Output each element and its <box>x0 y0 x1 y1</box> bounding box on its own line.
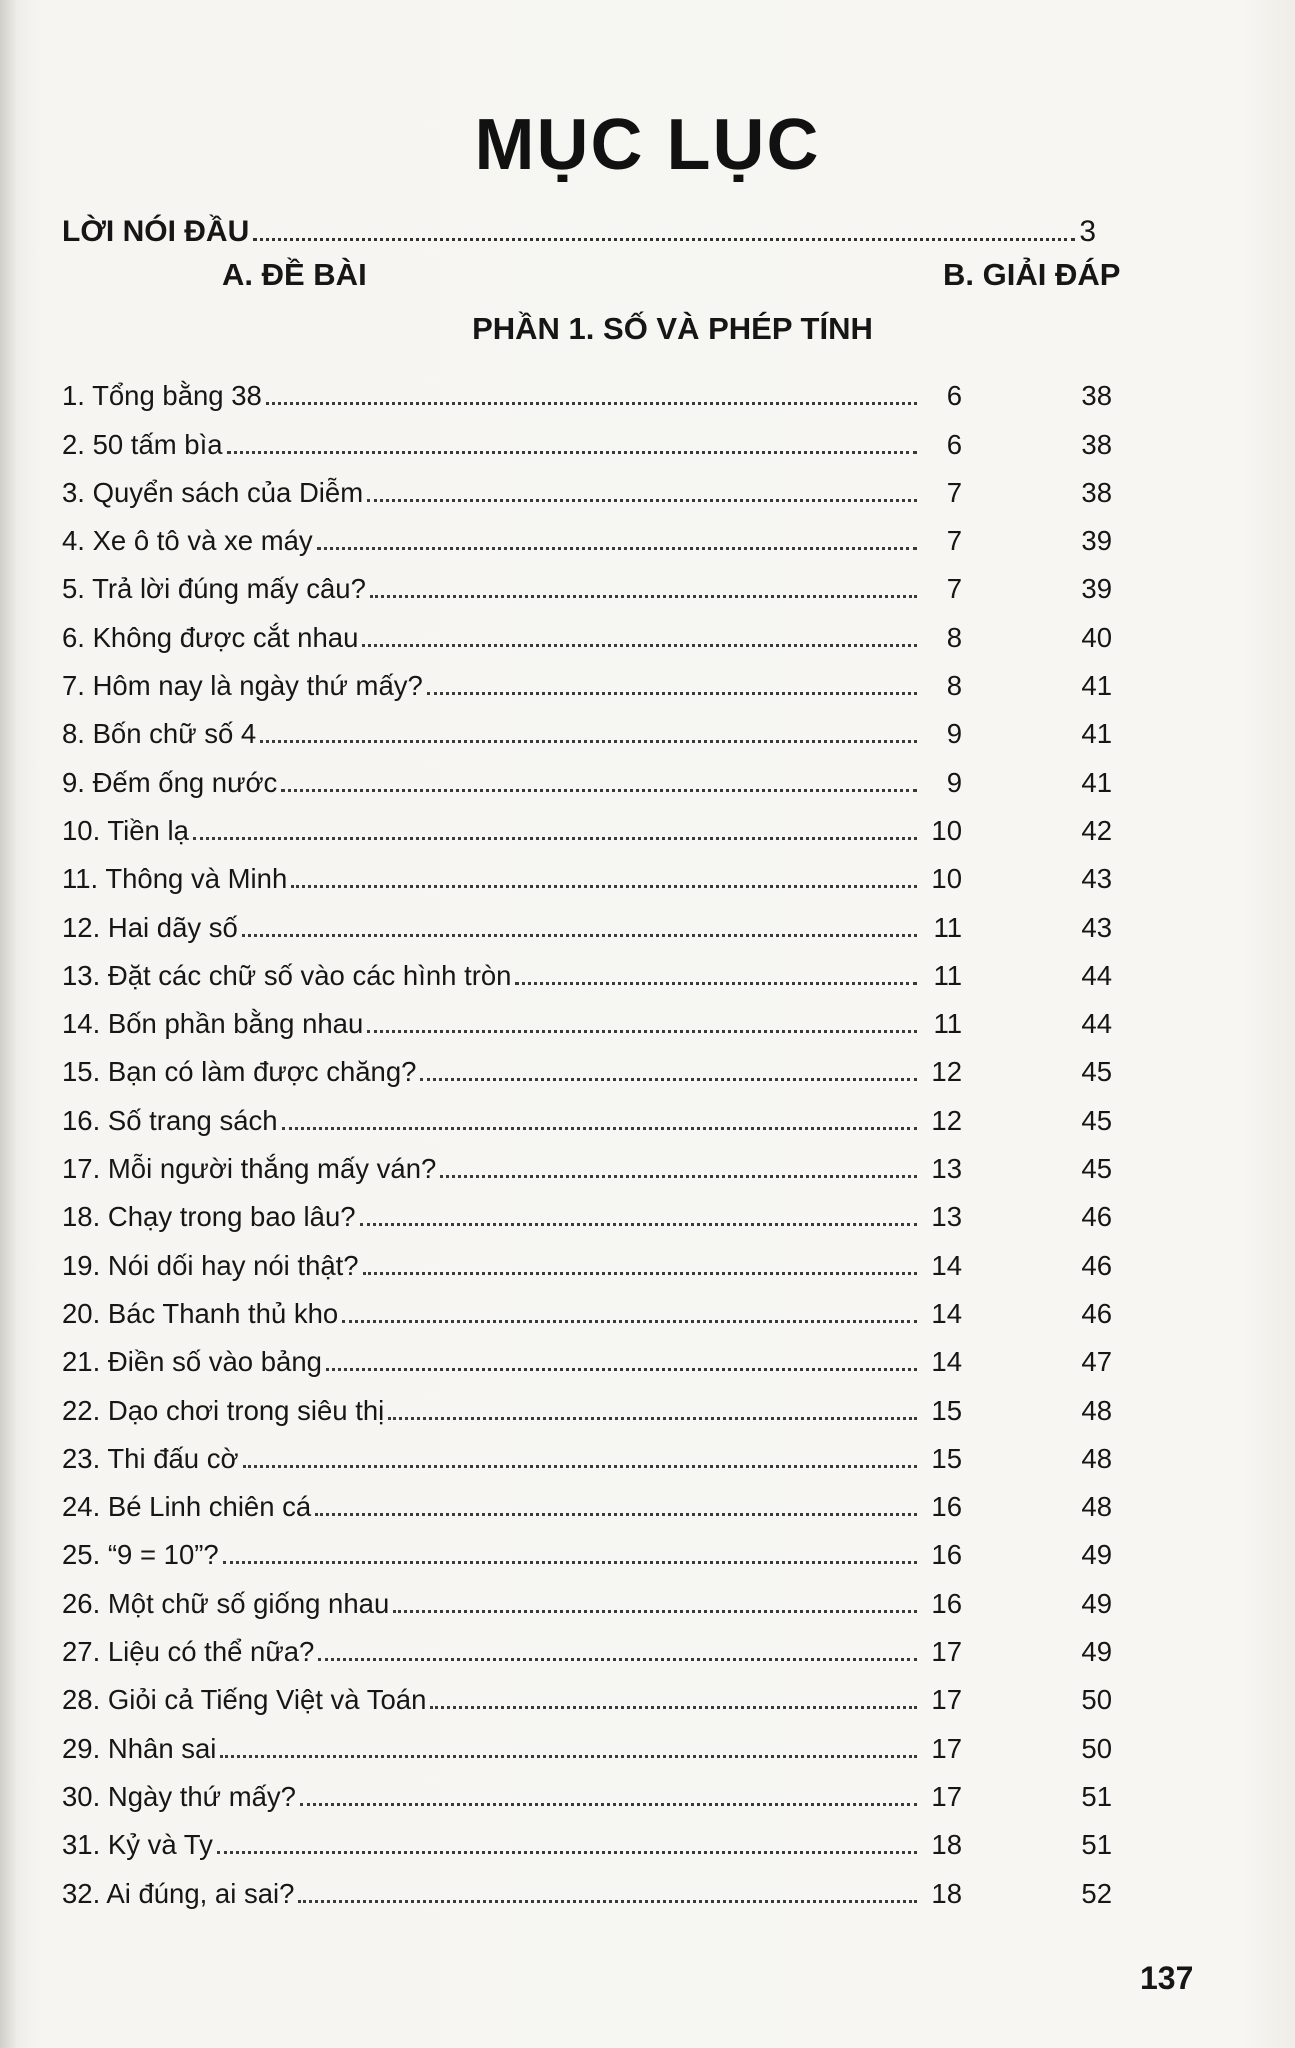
toc-entry-title: 10. Tiền lạ <box>62 814 189 846</box>
toc-entry-problem-page: 14 <box>931 1249 962 1281</box>
toc-entry <box>62 1475 1112 1523</box>
part-heading <box>0 311 1295 347</box>
toc-entry-solution-page: 49 <box>1081 1587 1112 1619</box>
toc-entry-solution-page: 49 <box>1081 1539 1112 1571</box>
toc-entry-problem-page: 9 <box>946 766 962 798</box>
dot-leader <box>367 499 917 502</box>
dot-leader <box>227 451 917 454</box>
toc-entry-problem-page: 16 <box>931 1491 962 1523</box>
dot-leader <box>193 837 917 840</box>
column-heading-solutions: B. GIẢI ĐÁP <box>943 257 1121 292</box>
dot-leader <box>253 238 1075 241</box>
toc-entry-solution-page: 38 <box>1081 380 1112 412</box>
toc-entry-problem-page: 8 <box>946 670 962 702</box>
toc-entry-title: 15. Bạn có làm được chăng? <box>62 1056 417 1088</box>
toc-entry-solution-page: 44 <box>1081 959 1112 991</box>
toc-entry-solution-page: 39 <box>1081 525 1112 557</box>
toc-entry <box>62 1330 1112 1378</box>
toc-entry-solution-page: 41 <box>1081 766 1112 798</box>
toc-entry-title: 11. Thông và Minh <box>62 863 288 895</box>
toc-entry-title: 23. Thi đấu cờ <box>62 1442 239 1474</box>
toc-entry-problem-page: 17 <box>931 1780 962 1812</box>
dot-leader <box>315 1513 917 1516</box>
part-title: PHẦN 1. SỐ VÀ PHÉP TÍNH <box>472 311 873 346</box>
page-number: 137 <box>1140 1960 1194 1996</box>
toc-entry <box>62 364 1112 412</box>
toc-entry-problem-page: 18 <box>931 1877 962 1909</box>
toc-entry <box>62 1088 1112 1136</box>
toc-entry-problem-page: 12 <box>931 1104 962 1136</box>
toc-entry <box>62 799 1112 847</box>
dot-leader <box>243 1465 917 1468</box>
toc-entry-title: 30. Ngày thứ mấy? <box>62 1780 296 1812</box>
toc-entry-problem-page: 7 <box>946 476 962 508</box>
toc-entry-problem-page: 10 <box>931 863 962 895</box>
toc-entry <box>62 1137 1112 1185</box>
toc-entry-problem-page: 12 <box>931 1056 962 1088</box>
toc-entry-problem-page: 14 <box>931 1297 962 1329</box>
preface-entry <box>62 205 1096 249</box>
column-heading-problems: A. ĐỀ BÀI <box>222 257 367 292</box>
toc-entry-title: 25. “9 = 10”? <box>62 1539 219 1571</box>
toc-entry-title: 1. Tổng bằng 38 <box>62 380 262 412</box>
toc-entry-title: 4. Xe ô tô và xe máy <box>62 525 313 557</box>
page-spine-shadow <box>0 0 16 2048</box>
dot-leader <box>223 1561 917 1564</box>
dot-leader <box>281 789 917 792</box>
toc-entry-problem-page: 11 <box>933 959 962 991</box>
toc-entry-title: 19. Nói dối hay nói thật? <box>62 1249 359 1281</box>
toc-entry-problem-page: 7 <box>946 573 962 605</box>
toc-entry <box>62 1040 1112 1088</box>
toc-entry-solution-page: 52 <box>1081 1877 1112 1909</box>
toc-entry <box>62 944 1112 992</box>
toc-entry-title: 9. Đếm ống nước <box>62 766 278 798</box>
toc-entry-title: 28. Giỏi cả Tiếng Việt và Toán <box>62 1684 427 1716</box>
toc-entry-problem-page: 17 <box>931 1684 962 1716</box>
toc-entry <box>62 557 1112 605</box>
toc-entry <box>62 1813 1112 1861</box>
dot-leader <box>266 402 917 405</box>
toc-entry <box>62 509 1112 557</box>
toc-entry <box>62 1716 1112 1764</box>
toc-entry-problem-page: 15 <box>931 1442 962 1474</box>
toc-entry-problem-page: 14 <box>931 1346 962 1378</box>
toc-entry-title: 21. Điền số vào bảng <box>62 1346 322 1378</box>
toc-entry-solution-page: 48 <box>1081 1491 1112 1523</box>
toc-entry-solution-page: 49 <box>1081 1636 1112 1668</box>
toc-entry <box>62 1620 1112 1668</box>
dot-leader <box>217 1851 917 1854</box>
toc-entry-problem-page: 6 <box>946 428 962 460</box>
toc-entry-solution-page: 40 <box>1081 621 1112 653</box>
toc-entry-solution-page: 50 <box>1081 1732 1112 1764</box>
toc-entry <box>62 1378 1112 1426</box>
dot-leader <box>317 547 917 550</box>
toc-entry-title: 17. Mỗi người thắng mấy ván? <box>62 1153 437 1185</box>
toc-entry <box>62 605 1112 653</box>
dot-leader <box>220 1755 917 1758</box>
toc-entry <box>62 1861 1112 1909</box>
toc-entry-problem-page: 13 <box>931 1153 962 1185</box>
toc-entry <box>62 1185 1112 1233</box>
dot-leader <box>370 595 917 598</box>
dot-leader <box>298 1900 917 1903</box>
toc-entry-title: 6. Không được cắt nhau <box>62 621 359 653</box>
toc-entry-solution-page: 44 <box>1081 1008 1112 1040</box>
toc-entry-problem-page: 11 <box>933 1008 962 1040</box>
toc-entry-solution-page: 39 <box>1081 573 1112 605</box>
toc-entry-title: 2. 50 tấm bìa <box>62 428 223 460</box>
dot-leader <box>430 1706 917 1709</box>
toc-entry <box>62 1571 1112 1619</box>
dot-leader <box>420 1078 917 1081</box>
toc-entry <box>62 847 1112 895</box>
toc-entry-title: 14. Bốn phần bằng nhau <box>62 1008 364 1040</box>
toc-entry-title: 24. Bé Linh chiên cá <box>62 1491 312 1523</box>
toc-entry-title: 12. Hai dãy số <box>62 911 238 943</box>
dot-leader <box>393 1610 917 1613</box>
toc-entry-problem-page: 17 <box>931 1732 962 1764</box>
toc-entry-title: 5. Trả lời đúng mấy câu? <box>62 573 366 605</box>
toc-entry-solution-page: 41 <box>1081 718 1112 750</box>
dot-leader <box>388 1417 917 1420</box>
toc-entry-solution-page: 50 <box>1081 1684 1112 1716</box>
toc-entry-problem-page: 10 <box>931 814 962 846</box>
toc-list <box>62 364 1112 1910</box>
dot-leader <box>242 934 917 937</box>
toc-entry-problem-page: 16 <box>931 1539 962 1571</box>
toc-entry-solution-page: 51 <box>1081 1829 1112 1861</box>
toc-entry <box>62 461 1112 509</box>
toc-entry-solution-page: 48 <box>1081 1442 1112 1474</box>
dot-leader <box>362 644 917 647</box>
toc-entry-solution-page: 38 <box>1081 476 1112 508</box>
toc-entry-title: 3. Quyển sách của Diễm <box>62 476 364 508</box>
dot-leader <box>300 1803 917 1806</box>
toc-entry-problem-page: 6 <box>946 380 962 412</box>
toc-entry-solution-page: 43 <box>1081 863 1112 895</box>
toc-entry <box>62 702 1112 750</box>
toc-entry-title: 18. Chạy trong bao lâu? <box>62 1201 356 1233</box>
toc-entry-solution-page: 46 <box>1081 1201 1112 1233</box>
toc-entry <box>62 992 1112 1040</box>
dot-leader <box>363 1272 917 1275</box>
dot-leader <box>282 1127 917 1130</box>
dot-leader <box>427 692 917 695</box>
toc-entry <box>62 1427 1112 1475</box>
dot-leader <box>515 982 917 985</box>
toc-entry-problem-page: 7 <box>946 525 962 557</box>
toc-entry <box>62 1233 1112 1281</box>
toc-entry <box>62 750 1112 798</box>
toc-entry <box>62 1282 1112 1330</box>
toc-entry <box>62 895 1112 943</box>
toc-entry-title: 16. Số trang sách <box>62 1104 278 1136</box>
toc-entry-solution-page: 46 <box>1081 1297 1112 1329</box>
toc-entry-title: 31. Kỷ và Ty <box>62 1829 213 1861</box>
toc-entry-problem-page: 15 <box>931 1394 962 1426</box>
toc-entry-problem-page: 9 <box>946 718 962 750</box>
toc-entry-problem-page: 13 <box>931 1201 962 1233</box>
toc-entry-solution-page: 48 <box>1081 1394 1112 1426</box>
toc-entry-title: 29. Nhân sai <box>62 1732 217 1764</box>
toc-entry-problem-page: 8 <box>946 621 962 653</box>
toc-entry-solution-page: 45 <box>1081 1104 1112 1136</box>
toc-entry-solution-page: 42 <box>1081 814 1112 846</box>
toc-entry-title: 8. Bốn chữ số 4 <box>62 718 257 750</box>
toc-entry-solution-page: 45 <box>1081 1153 1112 1185</box>
toc-entry <box>62 1523 1112 1571</box>
toc-entry-problem-page: 11 <box>933 911 962 943</box>
dot-leader <box>342 1320 917 1323</box>
toc-entry-solution-page: 41 <box>1081 670 1112 702</box>
toc-entry-title: 7. Hôm nay là ngày thứ mấy? <box>62 670 423 702</box>
toc-entry <box>62 1668 1112 1716</box>
toc-entry-solution-page: 46 <box>1081 1249 1112 1281</box>
dot-leader <box>260 740 917 743</box>
dot-leader <box>360 1223 917 1226</box>
dot-leader <box>326 1368 917 1371</box>
toc-entry <box>62 1765 1112 1813</box>
toc-entry <box>62 412 1112 460</box>
toc-entry-problem-page: 17 <box>931 1636 962 1668</box>
preface-page: 3 <box>1079 215 1096 248</box>
toc-entry-solution-page: 38 <box>1081 428 1112 460</box>
toc-entry-problem-page: 16 <box>931 1587 962 1619</box>
toc-entry-solution-page: 51 <box>1081 1780 1112 1812</box>
toc-entry-title: 26. Một chữ số giống nhau <box>62 1587 390 1619</box>
toc-entry-problem-page: 18 <box>931 1829 962 1861</box>
toc-entry <box>62 654 1112 702</box>
dot-leader <box>367 1030 917 1033</box>
toc-entry-solution-page: 45 <box>1081 1056 1112 1088</box>
toc-entry-title: 22. Dạo chơi trong siêu thị <box>62 1394 385 1426</box>
toc-entry-solution-page: 47 <box>1081 1346 1112 1378</box>
preface-label: LỜI NÓI ĐẦU <box>62 215 250 248</box>
page-title: MỤC LỤC <box>474 105 821 185</box>
dot-leader <box>440 1175 917 1178</box>
toc-entry-title: 20. Bác Thanh thủ kho <box>62 1297 339 1329</box>
toc-entry-solution-page: 43 <box>1081 911 1112 943</box>
dot-leader <box>291 885 917 888</box>
dot-leader <box>318 1658 917 1661</box>
toc-entry-title: 27. Liệu có thể nữa? <box>62 1636 315 1668</box>
toc-entry-title: 32. Ai đúng, ai sai? <box>62 1877 295 1909</box>
toc-entry-title: 13. Đặt các chữ số vào các hình tròn <box>62 959 512 991</box>
